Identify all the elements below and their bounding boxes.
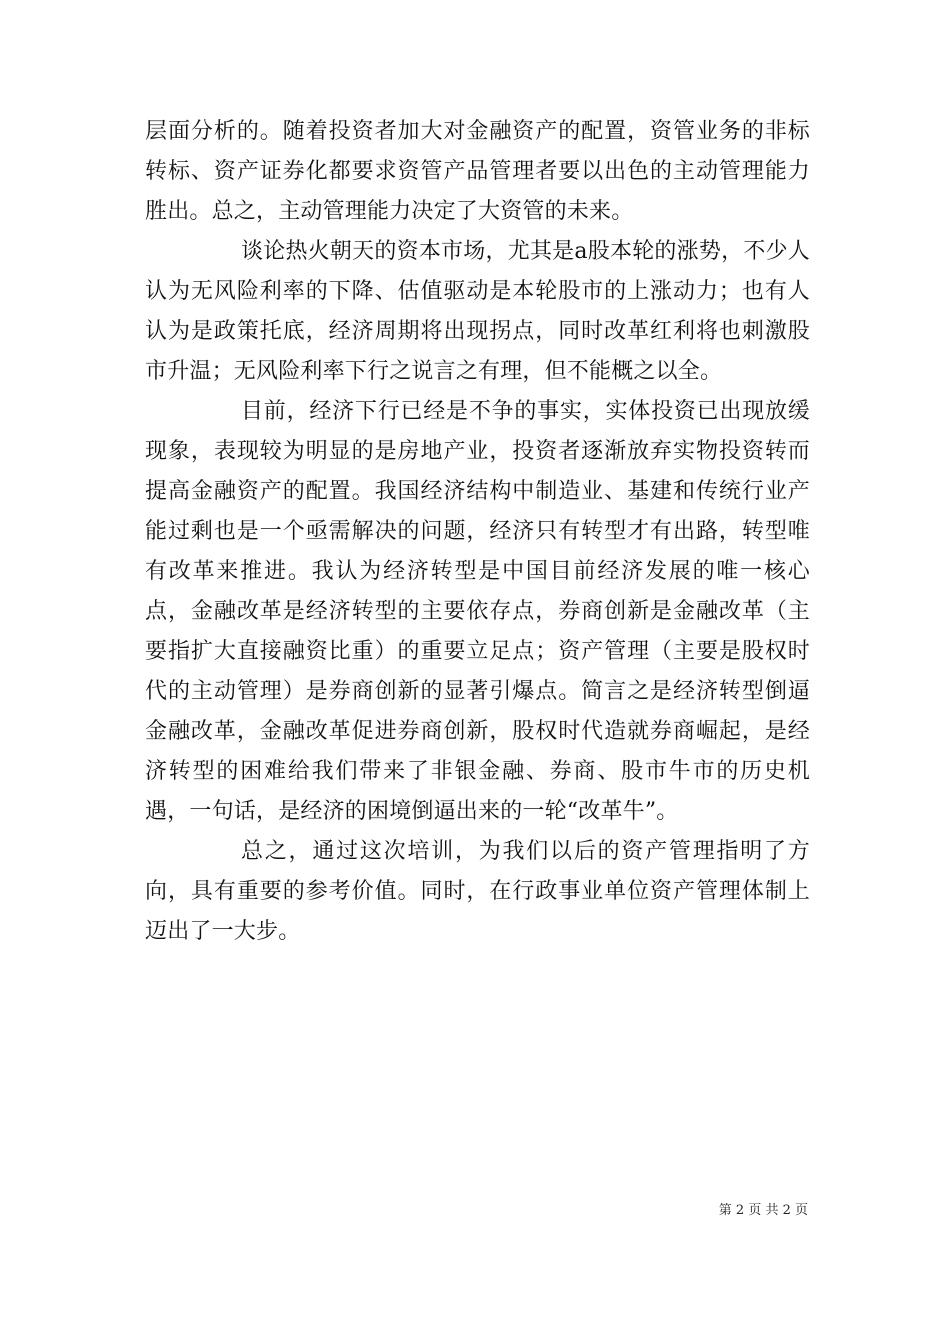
paragraph-capital-market: 谈论热火朝天的资本市场，尤其是a股本轮的涨势，不少人认为无风险利率的下降、估值驱动是本轮股市的上涨动力；也有人认为是政策托底，经济周期将出现拐点，同时改革红利将也刺激股市升温；无风险利率下行之说言之有理，但不能概之以全。 [145,239,810,384]
paragraph-economic-transformation: 目前，经济下行已经是不争的事实，实体投资已出现放缓现象，表现较为明显的是房地产业，投资者逐渐放弃实物投资转而提高金融资产的配置。我国经济结构中制造业、基建和传统行业产能过剩也是一个亟需解决的问题，经济只有转型才有出路，转型唯有改革来推进。我认为经济转型是中国目前经济发展的唯一核心点，金融改革是经济转型的主要依存点，券商创新是金融改革（主要指扩大直接融资比重）的重要立足点；资产管理（主要是股权时代的主动管理）是券商创新的显著引爆点。简言之是经济转型倒逼金融改革，金融改革促进券商创新，股权时代造就券商崛起，是经济转型的困难给我们带来了非银金融、券商、股市牛市的历史机遇，一句话，是经济的困境倒逼出来的一轮“改革牛”。 [145,399,810,824]
paragraph-continuation: 层面分析的。随着投资者加大对金融资产的配置，资管业务的非标转标、资产证券化都要求资管产品管理者要以出色的主动管理能力胜出。总之，主动管理能力决定了大资管的未来。 [145,119,810,224]
document-body [145,112,810,952]
paragraph-conclusion: 总之，通过这次培训，为我们以后的资产管理指明了方向，具有重要的参考价值。同时，在行政事业单位资产管理体制上迈出了一大步。 [145,839,810,944]
page-number-footer: 第 2 页 共 2 页 [718,1203,808,1218]
